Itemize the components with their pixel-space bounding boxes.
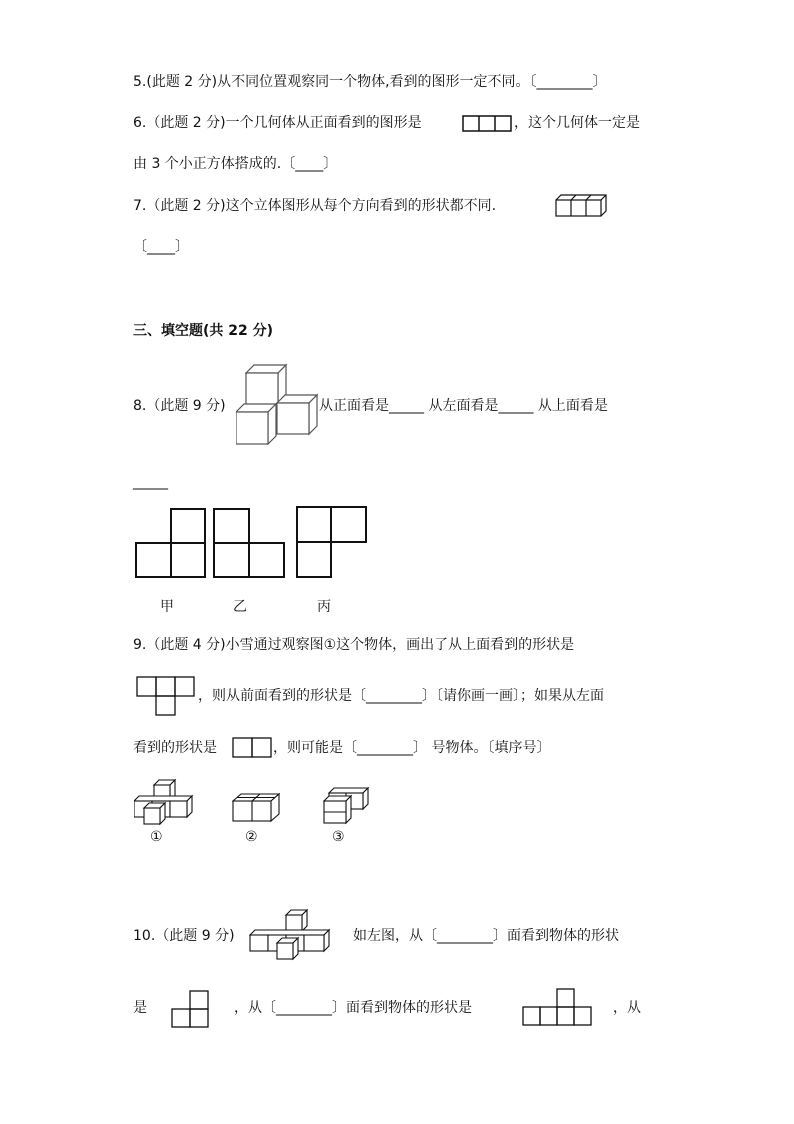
question-10-line2b: ，从〔________〕面看到物体的形状是 [234,1000,472,1016]
caption-jia: 甲 [160,599,174,615]
q10-view-four-wide-figure [521,988,593,1026]
q8-cube-stack-figure [236,363,318,445]
caption-bing: 丙 [317,599,331,615]
question-6-line2: 由 3 个小正方体搭成的.〔____〕 [133,156,338,172]
three-cubes-row-figure [555,193,607,217]
caption-object-2: ② [245,829,258,845]
left-view-two-squares-figure [232,737,272,758]
question-10-text: 如左图，从〔________〕面看到物体的形状 [353,928,619,944]
question-9-line3a: 看到的形状是 [133,740,217,756]
object-1-cubes-figure [134,777,196,825]
question-8-label: 8.（此题 9 分) [133,398,226,414]
three-squares-row-figure [462,115,512,132]
caption-yi: 乙 [233,599,247,615]
view-option-bing-figure [296,506,367,578]
question-6-text-part2: ，这个几何体一定是 [514,115,640,131]
question-6-text-part1: 6.（此题 2 分)一个几何体从正面看到的图形是 [133,115,422,131]
question-7-text: 7.（此题 2 分)这个立体图形从每个方向看到的形状都不同. [133,198,497,214]
question-8-blank: _____ [133,474,168,490]
view-option-yi-figure [213,508,285,578]
caption-object-1: ① [150,829,163,845]
question-10-label: 10.（此题 9 分) [133,928,235,944]
question-5-text: 5.(此题 2 分)从不同位置观察同一个物体,看到的图形一定不同。〔________〕 [133,74,607,90]
object-3-cubes-figure [323,787,369,827]
question-10-line2c: ，从 [613,1000,641,1016]
object-2-cubes-figure [232,793,280,823]
q10-cube-structure-figure [249,909,331,961]
caption-object-3: ③ [332,829,345,845]
question-10-line2a: 是 [133,1000,147,1016]
section-3-title: 三、填空题(共 22 分) [133,323,274,339]
question-9-line1: 9.（此题 4 分)小雪通过观察图①这个物体，画出了从上面看到的形状是 [133,637,575,653]
question-7-blank: 〔____〕 [133,239,189,255]
question-9-line2: ，则从前面看到的形状是〔________〕〔请你画一画〕；如果从左面 [198,688,604,704]
q10-view-two-level-figure [170,990,210,1028]
view-option-jia-figure [135,508,207,578]
question-8-text: 从正面看是_____ 从左面看是_____ 从上面看是 [319,398,608,414]
question-9-line3b: ，则可能是〔________〕 号物体。〔填序号〕 [273,740,551,756]
top-view-t-shape-figure [136,676,196,716]
